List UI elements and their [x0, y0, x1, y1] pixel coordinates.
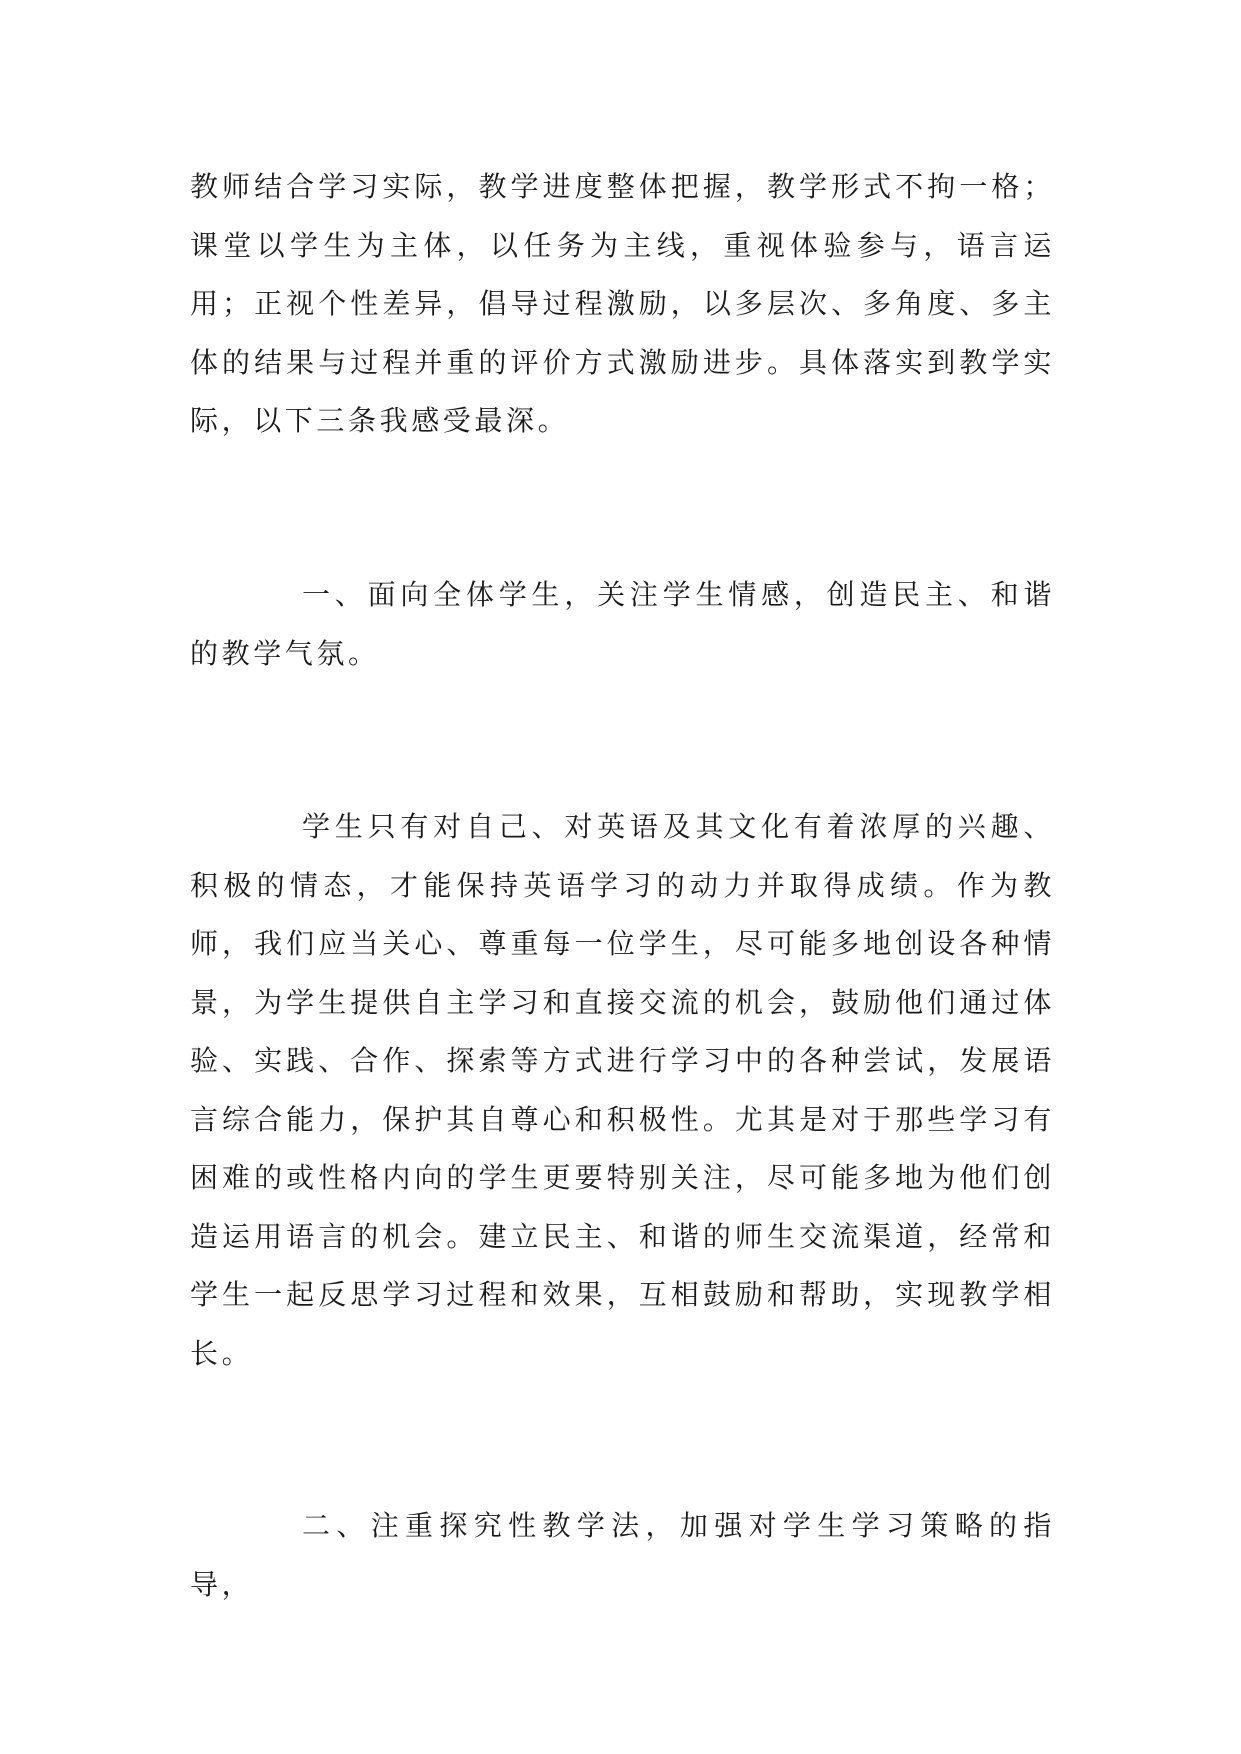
section-heading-one: 一、面向全体学生，关注学生情感，创造民主、和谐的教学气氛。 — [190, 578, 1055, 670]
body-paragraph-section-one: 学生只有对自己、对英语及其文化有着浓厚的兴趣、积极的情态，才能保持英语学习的动力并取得成绩。作为教师，我们应当关心、尊重每一位学生，尽可能多地创设各种情景，为学生提供自主学习和直接交流的机会，鼓励他们通过体验、实践、合作、探索等方式进行学习中的各种尝试，发展语言综合能力，保护其自尊心和积极性。尤其是对于那些学习有困难的或性格内向的学生更要特别关注，尽可能多地为他们创造运用语言的机会。建立民主、和谐的师生交流渠道，经常和学生一起反思学习过程和效果，互相鼓励和帮助，实现教学相长。 — [190, 810, 1055, 1370]
body-paragraph-intro: 教师结合学习实际，教学进度整体把握，教学形式不拘一格；课堂以学生为主体，以任务为主线，重视体验参与，语言运用；正视个性差异，倡导过程激励，以多层次、多角度、多主体的结果与过程并重的评价方式激励进步。具体落实到教学实际，以下三条我感受最深。 — [190, 170, 1055, 437]
section-heading-two: 二、注重探究性教学法，加强对学生学习策略的指导， — [190, 1509, 1055, 1601]
